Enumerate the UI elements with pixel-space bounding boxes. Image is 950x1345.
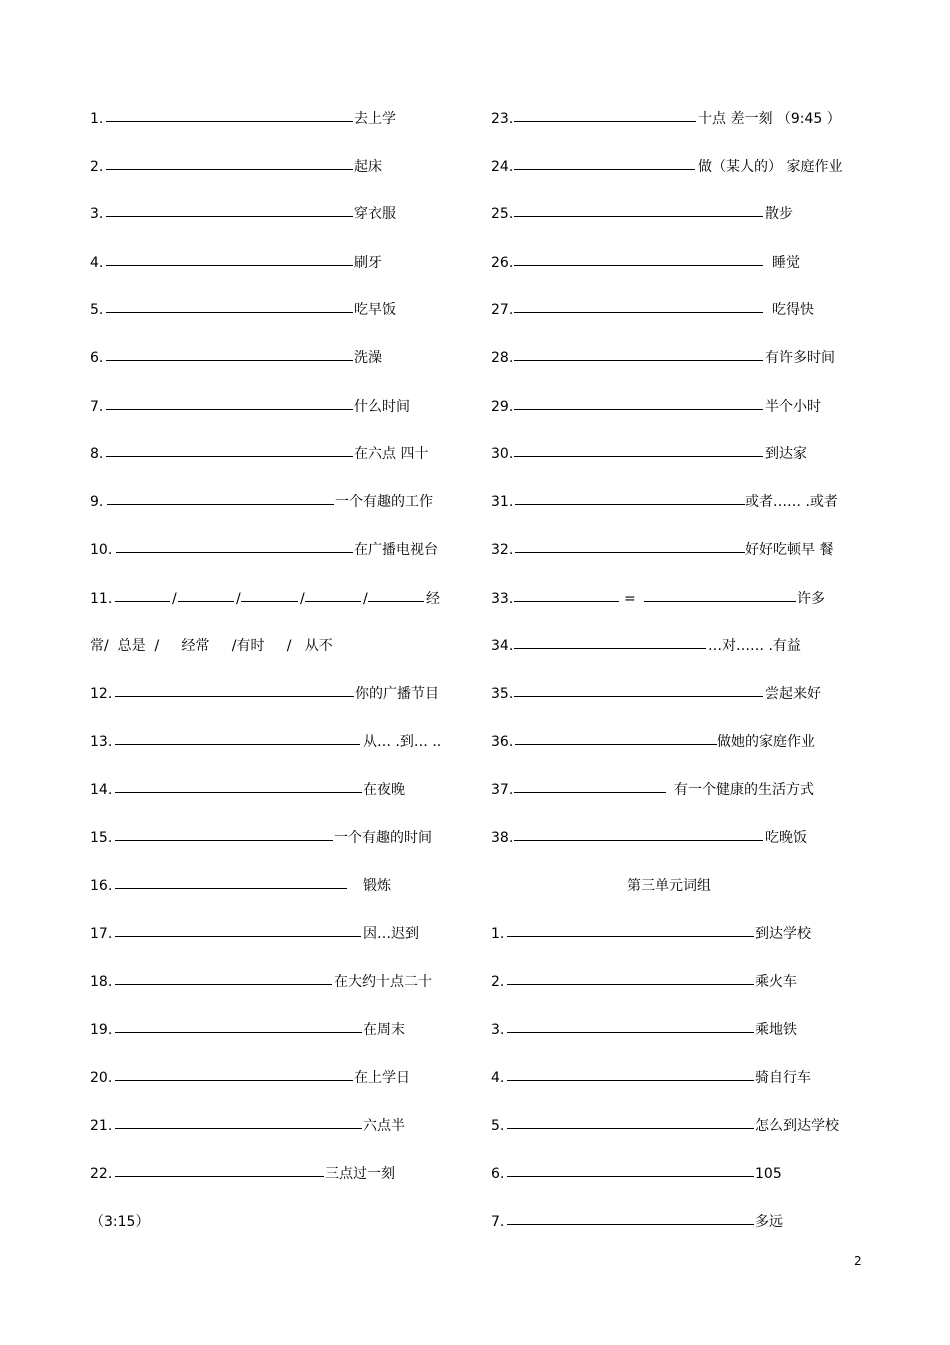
- answer-blank[interactable]: [106, 203, 353, 217]
- exercise-row: [90, 299, 470, 321]
- exercise-row: [90, 779, 470, 801]
- phrase-label: 去上学: [354, 111, 396, 127]
- item-number: 27.: [491, 302, 514, 318]
- phrase-label: 乘火车: [755, 974, 797, 990]
- exercise-row: [90, 731, 470, 753]
- answer-blank[interactable]: [116, 539, 353, 553]
- phrase-label: 做（某人的） 家庭作业: [698, 159, 843, 175]
- answer-blank[interactable]: [507, 923, 754, 937]
- answer-blank[interactable]: [115, 923, 361, 937]
- exercise-row: [491, 396, 871, 418]
- exercise-row: [90, 875, 470, 897]
- phrase-label: 在夜晚: [363, 782, 405, 798]
- exercise-row: [491, 252, 871, 274]
- exercise-row: [491, 156, 871, 178]
- item-number: 2.: [90, 159, 104, 175]
- exercise-row: [491, 1115, 871, 1137]
- exercise-row: [90, 827, 470, 849]
- answer-blank[interactable]: [115, 971, 332, 985]
- section-title: 第三单元词组: [627, 878, 711, 894]
- exercise-row: [90, 443, 470, 465]
- item-number: 32.: [491, 542, 514, 558]
- item-number: 9.: [90, 494, 104, 510]
- exercise-row: [491, 108, 871, 130]
- phrase-label: 吃得快: [772, 302, 814, 318]
- phrase-label: 洗澡: [354, 350, 382, 366]
- item-number: 31.: [491, 494, 514, 510]
- item-number: 15.: [90, 830, 113, 846]
- item-number: 4.: [491, 1070, 505, 1086]
- answer-blank[interactable]: [514, 779, 666, 793]
- phrase-label: 散步: [765, 206, 793, 222]
- frequency-words: 常/ 总是 / 经常 /有时 / 从不: [90, 638, 333, 654]
- answer-blank[interactable]: [514, 299, 763, 313]
- exercise-row: [491, 923, 871, 945]
- exercise-row: [90, 683, 470, 705]
- item-number: 2.: [491, 974, 505, 990]
- answer-blank[interactable]: [514, 347, 763, 361]
- item-number: 17.: [90, 926, 113, 942]
- exercise-row: [90, 108, 470, 130]
- item-number: 5.: [491, 1118, 505, 1134]
- phrase-label: 起床: [354, 159, 382, 175]
- phrase-label: 尝起来好: [765, 686, 821, 702]
- exercise-row: [491, 203, 871, 225]
- item-number: 33.: [491, 591, 514, 607]
- exercise-row: [90, 156, 470, 178]
- phrase-label: 到达家: [765, 446, 807, 462]
- phrase-label: 有许多时间: [765, 350, 835, 366]
- answer-blank[interactable]: [115, 683, 354, 697]
- item-number: 26.: [491, 255, 514, 271]
- phrase-label: 骑自行车: [755, 1070, 811, 1086]
- answer-blank[interactable]: [507, 1211, 754, 1225]
- phrase-label: 许多: [797, 591, 825, 607]
- exercise-row: [90, 1019, 470, 1041]
- answer-blank[interactable]: [115, 827, 333, 841]
- answer-blank[interactable]: [106, 108, 353, 122]
- phrase-label: 经: [426, 591, 440, 607]
- item-number: 29.: [491, 399, 514, 415]
- phrase-label: …对…… .有益: [708, 638, 801, 654]
- item-number: 14.: [90, 782, 113, 798]
- answer-blank[interactable]: [368, 588, 424, 602]
- phrase-label: 做她的家庭作业: [717, 734, 815, 750]
- phrase-label: 三点过一刻: [325, 1166, 395, 1182]
- phrase-label: 乘地铁: [755, 1022, 797, 1038]
- phrase-label: 在周末: [363, 1022, 405, 1038]
- answer-blank[interactable]: [241, 588, 298, 602]
- answer-blank[interactable]: [507, 971, 754, 985]
- phrase-label: 一个有趣的时间: [334, 830, 432, 846]
- item-number: 3.: [491, 1022, 505, 1038]
- answer-blank[interactable]: [115, 1115, 362, 1129]
- answer-blank[interactable]: [106, 299, 353, 313]
- phrase-label: 六点半: [363, 1118, 405, 1134]
- answer-blank[interactable]: [514, 635, 706, 649]
- answer-blank[interactable]: [507, 1019, 754, 1033]
- item-number: 3.: [90, 206, 104, 222]
- exercise-row: [491, 1067, 871, 1089]
- answer-blank[interactable]: [514, 156, 695, 170]
- exercise-row: [90, 923, 470, 945]
- phrase-label: 什么时间: [354, 399, 410, 415]
- exercise-row: [491, 491, 871, 513]
- phrase-label: 因…迟到: [363, 926, 419, 942]
- exercise-row: [491, 779, 871, 801]
- exercise-row: [491, 683, 871, 705]
- item-number: 7.: [491, 1214, 505, 1230]
- item-number: 21.: [90, 1118, 113, 1134]
- phrase-label: 从… .到… ..: [363, 734, 442, 750]
- phrase-label: 十点 差一刻 （9:45 ）: [698, 111, 841, 127]
- answer-blank[interactable]: [115, 779, 362, 793]
- answer-blank[interactable]: [514, 443, 763, 457]
- item-number: 8.: [90, 446, 104, 462]
- answer-blank[interactable]: [644, 588, 796, 602]
- exercise-row: [491, 443, 871, 465]
- exercise-row: [90, 491, 470, 513]
- slash-separator: /: [172, 591, 177, 607]
- phrase-label: 好好吃顿早 餐: [745, 542, 834, 558]
- item-number: 18.: [90, 974, 113, 990]
- answer-blank[interactable]: [106, 252, 353, 266]
- answer-blank[interactable]: [106, 156, 353, 170]
- exercise-row: [90, 252, 470, 274]
- answer-blank[interactable]: [515, 731, 717, 745]
- answer-blank[interactable]: [514, 108, 696, 122]
- item-number: 16.: [90, 878, 113, 894]
- answer-blank[interactable]: [507, 1163, 754, 1177]
- item-number: 11.: [90, 591, 113, 607]
- exercise-row: [90, 203, 470, 225]
- answer-blank[interactable]: [514, 827, 763, 841]
- exercise-row: [491, 827, 871, 849]
- slash-separator: /: [363, 591, 368, 607]
- phrase-label: 刷牙: [354, 255, 382, 271]
- item-number: 23.: [491, 111, 514, 127]
- page-number: 2: [854, 1254, 862, 1268]
- item-number: 6.: [491, 1166, 505, 1182]
- answer-blank[interactable]: [515, 539, 745, 553]
- answer-blank[interactable]: [515, 491, 745, 505]
- phrase-label: 在六点 四十: [354, 446, 429, 462]
- answer-blank[interactable]: [514, 588, 619, 602]
- item-number: 5.: [90, 302, 104, 318]
- item-number: 12.: [90, 686, 113, 702]
- exercise-row: [491, 731, 871, 753]
- answer-blank[interactable]: [507, 1067, 754, 1081]
- item-number: 6.: [90, 350, 104, 366]
- item-number: 1.: [90, 111, 104, 127]
- phrase-label: 在广播电视台: [354, 542, 438, 558]
- equals-sign: =: [624, 591, 636, 607]
- exercise-row: [491, 1211, 871, 1233]
- exercise-row: [90, 1163, 470, 1185]
- exercise-row: [90, 971, 470, 993]
- answer-blank[interactable]: [115, 588, 170, 602]
- answer-blank[interactable]: [514, 203, 763, 217]
- answer-blank[interactable]: [106, 396, 353, 410]
- answer-blank[interactable]: [115, 1163, 324, 1177]
- item-number: 25.: [491, 206, 514, 222]
- answer-blank[interactable]: [305, 588, 361, 602]
- answer-blank[interactable]: [115, 875, 347, 889]
- phrase-label: 有一个健康的生活方式: [674, 782, 814, 798]
- exercise-row: [491, 1019, 871, 1041]
- item-number: 22.: [90, 1166, 113, 1182]
- exercise-row: [491, 1163, 871, 1185]
- item-number: 30.: [491, 446, 514, 462]
- phrase-label: 在上学日: [354, 1070, 410, 1086]
- item-number: 28.: [491, 350, 514, 366]
- answer-blank[interactable]: [507, 1115, 754, 1129]
- phrase-label: 吃晚饭: [765, 830, 807, 846]
- phrase-label: 到达学校: [755, 926, 811, 942]
- item-number: 35.: [491, 686, 514, 702]
- exercise-row: [90, 588, 470, 610]
- item-number: 1.: [491, 926, 505, 942]
- item-number: 37.: [491, 782, 514, 798]
- phrase-label: 锻炼: [363, 878, 391, 894]
- phrase-label: 穿衣服: [354, 206, 396, 222]
- phrase-label: 你的广播节目: [355, 686, 439, 702]
- phrase-label: 在大约十点二十: [334, 974, 432, 990]
- answer-blank[interactable]: [106, 443, 353, 457]
- item-number: 13.: [90, 734, 113, 750]
- answer-blank[interactable]: [115, 731, 360, 745]
- exercise-row: [90, 396, 470, 418]
- item-number: 20.: [90, 1070, 113, 1086]
- time-note: （3:15）: [90, 1214, 150, 1230]
- exercise-row: [90, 539, 470, 561]
- item-number: 34.: [491, 638, 514, 654]
- answer-blank[interactable]: [115, 1067, 353, 1081]
- phrase-label: 105: [755, 1166, 782, 1182]
- exercise-row: [90, 347, 470, 369]
- item-number: 24.: [491, 159, 514, 175]
- exercise-row: [491, 971, 871, 993]
- phrase-label: 一个有趣的工作: [335, 494, 433, 510]
- phrase-label: 怎么到达学校: [755, 1118, 839, 1134]
- phrase-label: 或者…… .或者: [745, 494, 838, 510]
- phrase-label: 吃早饭: [354, 302, 396, 318]
- answer-blank[interactable]: [107, 491, 334, 505]
- item-number: 4.: [90, 255, 104, 271]
- answer-blank[interactable]: [178, 588, 234, 602]
- phrase-label: 半个小时: [765, 399, 821, 415]
- item-number: 19.: [90, 1022, 113, 1038]
- exercise-row: [491, 635, 871, 657]
- item-number: 38.: [491, 830, 514, 846]
- answer-blank[interactable]: [514, 683, 763, 697]
- answer-blank[interactable]: [514, 396, 763, 410]
- exercise-row: [90, 1067, 470, 1089]
- exercise-row: [491, 347, 871, 369]
- exercise-row: [491, 539, 871, 561]
- phrase-label: 睡觉: [772, 255, 800, 271]
- item-number: 7.: [90, 399, 104, 415]
- answer-blank[interactable]: [115, 1019, 362, 1033]
- item-number: 36.: [491, 734, 514, 750]
- exercise-row: [491, 299, 871, 321]
- item-number: 10.: [90, 542, 113, 558]
- exercise-row: [491, 588, 871, 610]
- answer-blank[interactable]: [514, 252, 763, 266]
- slash-separator: /: [300, 591, 305, 607]
- answer-blank[interactable]: [106, 347, 353, 361]
- phrase-label: 多远: [755, 1214, 783, 1230]
- exercise-row: [90, 1115, 470, 1137]
- slash-separator: /: [236, 591, 241, 607]
